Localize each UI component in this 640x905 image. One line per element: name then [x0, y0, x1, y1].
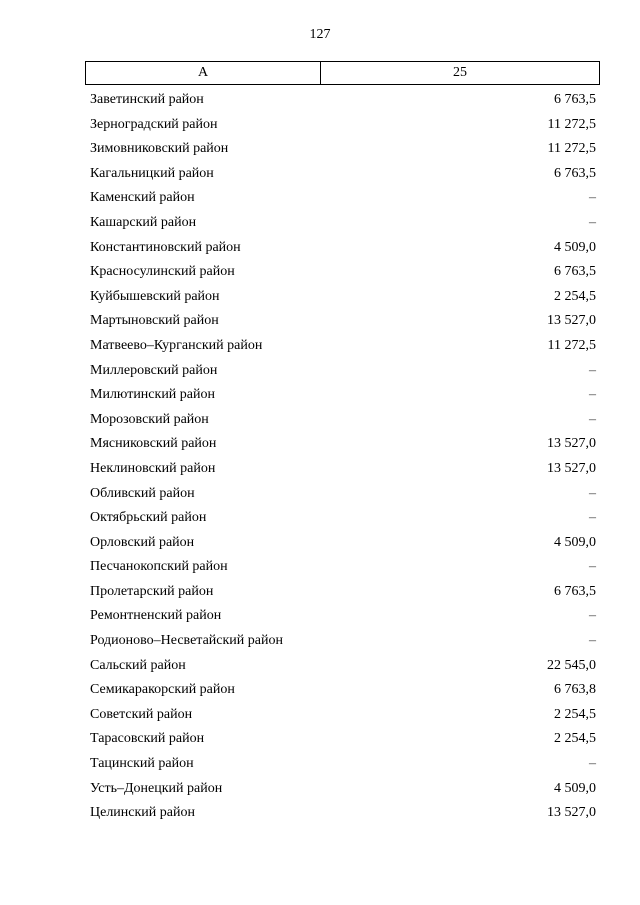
table-row: [90, 285, 596, 310]
table-row: [90, 654, 596, 679]
district-value: 13 527,0: [547, 313, 596, 329]
district-value: 4 509,0: [554, 239, 596, 255]
district-value: –: [589, 510, 596, 526]
district-value: –: [589, 411, 596, 427]
table-row: [90, 555, 596, 580]
district-name: Сальский район: [90, 657, 186, 673]
table-row: [90, 137, 596, 162]
district-value: –: [589, 756, 596, 772]
header-column-25: 25: [453, 65, 467, 80]
table-row: [90, 580, 596, 605]
table-row: [90, 703, 596, 728]
district-name: Обливский район: [90, 485, 195, 501]
table-row: [90, 777, 596, 802]
district-value: 6 763,5: [554, 264, 596, 280]
district-name: Куйбышевский район: [90, 288, 220, 304]
district-name: Усть–Донецкий район: [90, 780, 223, 796]
table-row: [90, 629, 596, 654]
table-row: [90, 113, 596, 138]
district-value: 2 254,5: [554, 731, 596, 747]
district-name: Песчанокопский район: [90, 559, 228, 575]
district-name: Орловский район: [90, 534, 195, 550]
table-row: [90, 408, 596, 433]
district-value: –: [589, 608, 596, 624]
table-header: [85, 61, 600, 85]
district-value: 22 545,0: [547, 657, 596, 673]
district-name: Милютинский район: [90, 387, 216, 403]
district-name: Красносулинский район: [90, 264, 235, 280]
district-value: 6 763,5: [554, 92, 596, 107]
table-row: [90, 506, 596, 531]
district-value: –: [589, 214, 596, 230]
district-name: Матвеево–Курганский район: [90, 337, 263, 353]
district-name: Каменский район: [90, 190, 195, 206]
district-value: 2 254,5: [554, 288, 596, 304]
district-name: Тацинский район: [90, 756, 194, 772]
district-value: –: [589, 633, 596, 649]
table-row: [90, 604, 596, 629]
table-row: [90, 359, 596, 384]
district-name: Тарасовский район: [90, 731, 205, 747]
table-row: [90, 88, 596, 113]
district-name: Кашарский район: [90, 214, 197, 230]
table-row: [90, 801, 596, 826]
district-name: Пролетарский район: [90, 583, 214, 599]
district-name: Мясниковский район: [90, 436, 217, 452]
table-row: [90, 211, 596, 236]
district-table-body: [90, 88, 596, 826]
district-name: Заветинский район: [90, 92, 204, 107]
district-value: –: [589, 387, 596, 403]
district-name: Родионово–Несветайский район: [90, 633, 283, 649]
table-row: [90, 383, 596, 408]
table-row: [90, 334, 596, 359]
district-value: –: [589, 362, 596, 378]
district-value: 11 272,5: [547, 141, 596, 157]
district-value: 6 763,5: [554, 583, 596, 599]
page-number: 127: [309, 27, 331, 42]
district-value: –: [589, 559, 596, 575]
table-row: [90, 727, 596, 752]
district-name: Ремонтненский район: [90, 608, 222, 624]
district-name: Целинский район: [90, 805, 195, 821]
district-value: 4 509,0: [554, 534, 596, 550]
district-name: Кагальницкий район: [90, 165, 214, 181]
district-name: Морозовский район: [90, 411, 209, 427]
district-name: Семикаракорский район: [90, 682, 235, 698]
district-value: 11 272,5: [547, 337, 596, 353]
table-row: [90, 752, 596, 777]
district-value: 13 527,0: [547, 460, 596, 476]
table-row: [90, 482, 596, 507]
district-value: 2 254,5: [554, 706, 596, 722]
district-value: 6 763,8: [554, 682, 596, 698]
table-row: [90, 432, 596, 457]
district-value: 13 527,0: [547, 436, 596, 452]
district-value: –: [589, 190, 596, 206]
district-name: Зерноградский район: [90, 116, 218, 132]
district-name: Константиновский район: [90, 239, 241, 255]
table-row: [90, 236, 596, 261]
district-value: 13 527,0: [547, 805, 596, 821]
district-value: 6 763,5: [554, 165, 596, 181]
district-name: Октябрьский район: [90, 510, 207, 526]
district-value: 11 272,5: [547, 116, 596, 132]
table-row: [90, 260, 596, 285]
district-name: Зимовниковский район: [90, 141, 229, 157]
table-row: [90, 531, 596, 556]
district-value: –: [589, 485, 596, 501]
table-row: [90, 457, 596, 482]
table-row: [90, 162, 596, 187]
district-name: Миллеровский район: [90, 362, 218, 378]
table-row: [90, 678, 596, 703]
header-column-a: А: [86, 62, 321, 84]
table-row: [90, 186, 596, 211]
table-row: [90, 309, 596, 334]
district-name: Мартыновский район: [90, 313, 219, 329]
district-name: Неклиновский район: [90, 460, 216, 476]
district-value: 4 509,0: [554, 780, 596, 796]
district-name: Советский район: [90, 706, 193, 722]
